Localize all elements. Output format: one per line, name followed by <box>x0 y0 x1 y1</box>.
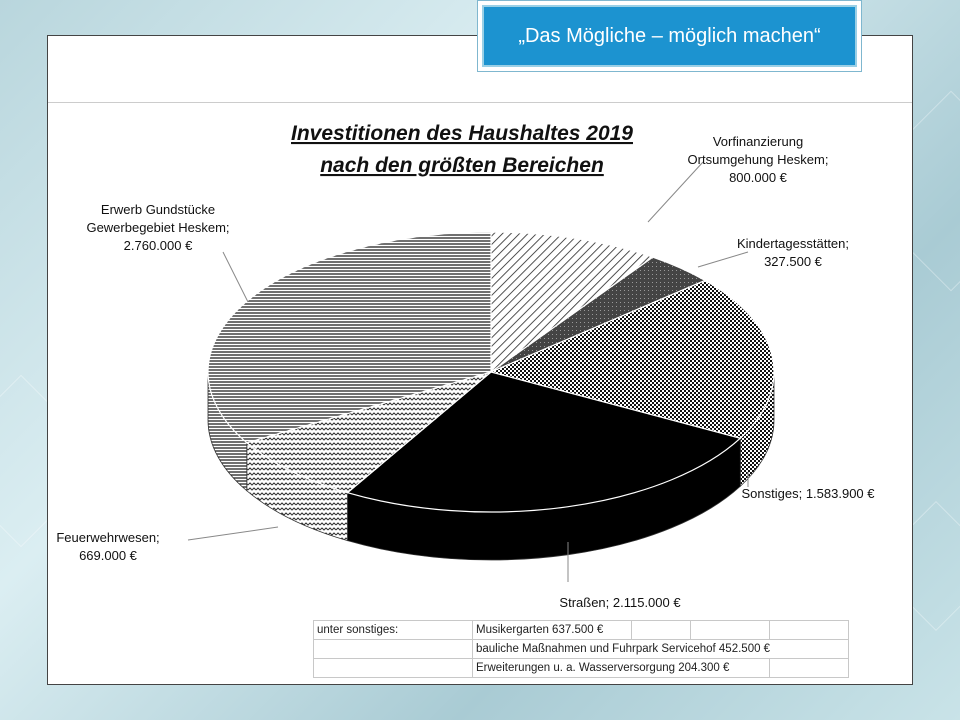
leader-line <box>223 252 248 302</box>
slice-label-line: Vorfinanzierung <box>712 134 804 149</box>
pie-chart-svg <box>48 102 912 618</box>
leader-line <box>698 252 748 267</box>
slice-label-line: Gewerbegebiet Heskem; <box>86 220 230 235</box>
slice-label-line: Kindertagesstätten; <box>736 236 850 251</box>
slice-label <box>559 595 681 610</box>
notes-heading: unter sonstiges: <box>314 621 473 640</box>
notes-row <box>314 621 849 640</box>
leader-line <box>648 162 703 222</box>
slice-label <box>742 486 876 501</box>
slice-label-line: 800.000 € <box>729 170 787 185</box>
slice-label-line: Feuerwehrwesen; <box>56 530 160 545</box>
motto-box <box>477 0 862 72</box>
chart-title-line-2: nach den größten Bereichen <box>320 154 604 177</box>
notes-table <box>313 620 849 678</box>
slice-label <box>688 134 829 185</box>
motto-text: „Das Mögliche – möglich machen“ <box>482 5 857 67</box>
notes-row <box>314 659 849 678</box>
pie-chart <box>48 102 912 618</box>
notes-item: bauliche Maßnahmen und Fuhrpark Servicehof 452.500 € <box>473 640 849 659</box>
slice-label-line: Erwerb Gundstücke <box>100 202 216 217</box>
chart-title-line-1: Investitionen des Haushaltes 2019 <box>291 122 633 145</box>
slice-label-line: Sonstiges; 1.583.900 € <box>741 486 875 501</box>
slice-label <box>86 202 229 253</box>
slice-label <box>737 236 849 269</box>
notes-row <box>314 640 849 659</box>
notes-item: Erweiterungen u. a. Wasserversorgung 204.300 € <box>473 659 770 678</box>
slice-label-line: 669.000 € <box>79 548 137 563</box>
slice-label-line: 327.500 € <box>764 254 822 269</box>
slice-label-line: Ortsumgehung Heskem; <box>687 152 829 167</box>
leader-line <box>188 527 278 540</box>
notes-item: Musikergarten 637.500 € <box>473 621 632 640</box>
slice-label <box>56 530 159 563</box>
slice-label-line: 2.760.000 € <box>123 238 193 253</box>
slice-label-line: Straßen; 2.115.000 € <box>559 595 681 610</box>
